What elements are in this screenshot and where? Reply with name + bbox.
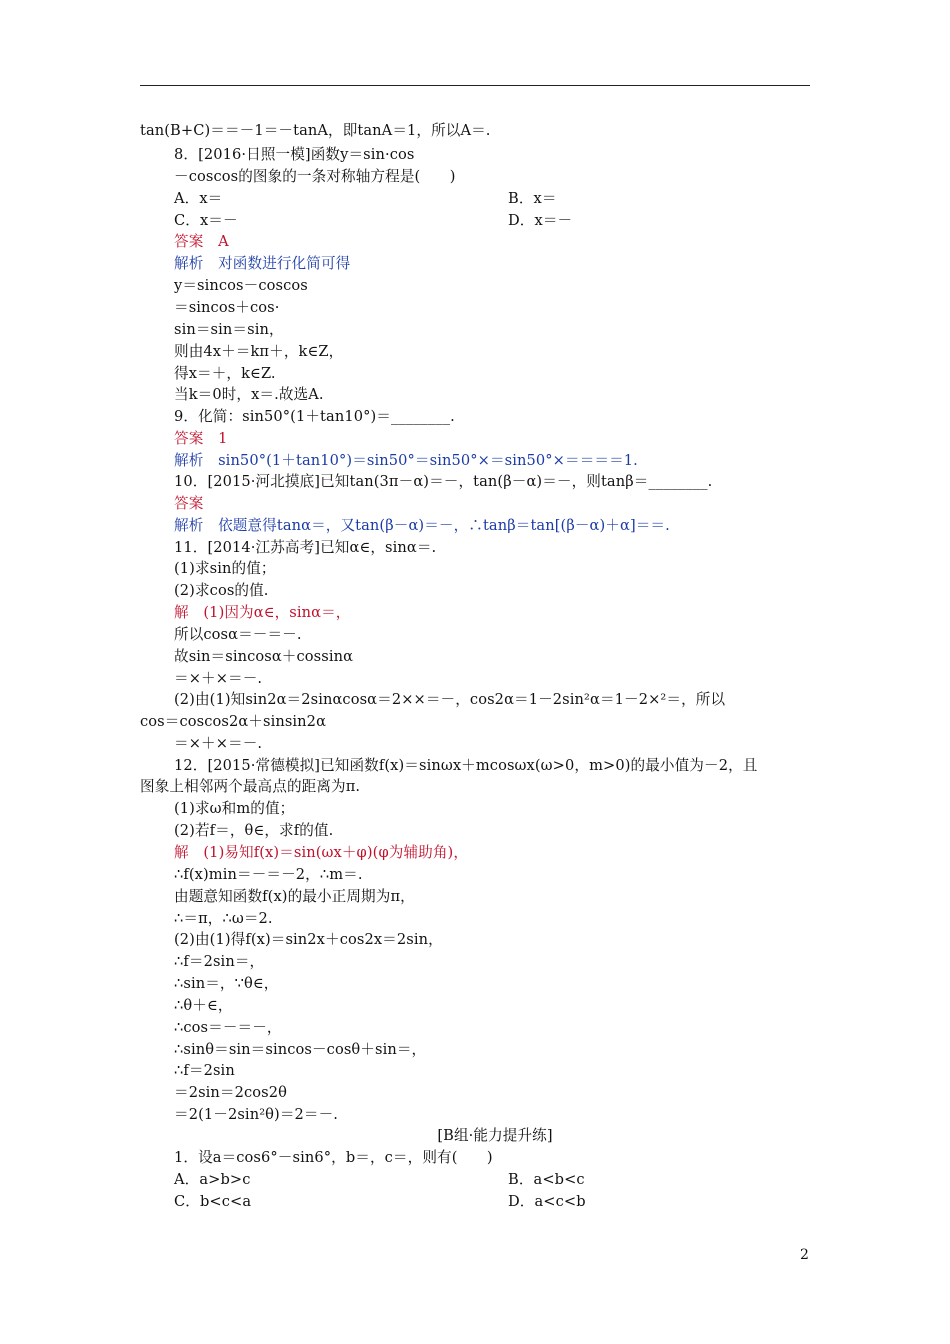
text-line: (2)若f＝，θ∈，求f的值. <box>174 822 334 839</box>
text-line: 由题意知函数f(x)的最小正周期为π， <box>174 888 415 905</box>
text-line: tan(B+C)＝＝－1＝－tanA，即tanA＝1，所以A＝. <box>140 122 491 139</box>
text-line: ＝sincos＋cos· <box>174 299 280 316</box>
option-d: D．x＝－ <box>508 212 573 229</box>
option-b: B．x＝ <box>508 190 557 207</box>
analysis-label: 解析 对函数进行化简可得 <box>174 255 351 272</box>
text-line: ∴cos＝－＝－， <box>174 1019 282 1036</box>
text-line: ∴sinθ＝sin＝sincos－cosθ＋sin＝， <box>174 1041 427 1058</box>
text-line: 图象上相邻两个最高点的距离为π. <box>140 778 361 795</box>
text-line: ＝2(1－2sin²θ)＝2＝－. <box>174 1106 339 1123</box>
header-rule <box>140 85 810 86</box>
text-line: sin＝sin＝sin， <box>174 321 284 338</box>
text-line: (1)求ω和m的值； <box>174 800 295 817</box>
answer-label: 答案 <box>174 495 204 512</box>
question-11: 11．[2014·江苏高考]已知α∈，sinα＝. <box>174 539 437 556</box>
text-line: －coscos的图象的一条对称轴方程是( ) <box>174 168 456 185</box>
text-line: (2)由(1)得f(x)＝sin2x＋cos2x＝2sin， <box>174 931 443 948</box>
question-9: 9．化简：sin50°(1＋tan10°)＝________. <box>174 408 455 425</box>
text-line: 所以cosα＝－＝－. <box>174 626 302 643</box>
question-b1: 1．设a＝cos6°－sin6°，b＝，c＝，则有( ) <box>174 1149 493 1166</box>
option-c: C．x＝－ <box>174 212 238 229</box>
text-line: ∴f＝2sin＝， <box>174 953 265 970</box>
option-d: D．a<c<b <box>508 1193 586 1210</box>
text-line: ∴f(x)min＝－＝－2，∴m＝. <box>174 866 363 883</box>
text-line: 得x＝＋，k∈Z. <box>174 365 276 382</box>
text-line: ＝2sin＝2cos2θ <box>174 1084 288 1101</box>
question-10: 10．[2015·河北摸底]已知tan(3π－α)＝－，tan(β－α)＝－，则tanβ＝________. <box>174 473 713 490</box>
option-a: A．a>b>c <box>174 1171 251 1188</box>
text-line: 当k＝0时，x＝.故选A. <box>174 386 324 403</box>
solution-label: 解 (1)因为α∈，sinα＝， <box>174 604 351 621</box>
text-line: (2)求cos的值. <box>174 582 269 599</box>
analysis-label: 解析 依题意得tanα＝，又tan(β－α)＝－，∴tanβ＝tan[(β－α)＋α]＝＝. <box>174 517 670 534</box>
text-line: (2)由(1)知sin2α＝2sinαcosα＝2××＝－，cos2α＝1－2sin²α＝1－2×²＝，所以 <box>174 691 726 708</box>
text-line: ＝×＋×＝－. <box>174 670 263 687</box>
text-line: ∴θ＋∈， <box>174 997 233 1014</box>
text-line: ＝×＋×＝－. <box>174 735 263 752</box>
text-line: ∴＝π，∴ω＝2. <box>174 910 273 927</box>
page-number: 2 <box>800 1247 809 1263</box>
text-line: y＝sincos－coscos <box>174 277 308 294</box>
answer-label: 答案 A <box>174 233 229 250</box>
question-12: 12．[2015·常德模拟]已知函数f(x)＝sinωx＋mcosωx(ω>0，m>0)的最小值为－2，且 <box>174 757 758 774</box>
question-8: 8．[2016·日照一模]函数y＝sin·cos <box>174 146 415 163</box>
text-line: 故sin＝sincosα＋cossinα <box>174 648 354 665</box>
text-line: 则由4x＋＝kπ＋，k∈Z， <box>174 343 344 360</box>
option-c: C．b<c<a <box>174 1193 252 1210</box>
solution-label: 解 (1)易知f(x)＝sin(ωx＋φ)(φ为辅助角)， <box>174 844 469 861</box>
text-line: ∴f＝2sin <box>174 1062 235 1079</box>
answer-label: 答案 1 <box>174 430 228 447</box>
text-line: (1)求sin的值； <box>174 560 276 577</box>
analysis-label: 解析 sin50°(1＋tan10°)＝sin50°＝sin50°×＝sin50°×＝＝＝＝1. <box>174 452 638 469</box>
option-b: B．a<b<c <box>508 1171 585 1188</box>
option-a: A．x＝ <box>174 190 223 207</box>
text-line: ∴sin＝，∵θ∈， <box>174 975 279 992</box>
section-heading: [B组·能力提升练] <box>437 1127 553 1144</box>
text-line: cos＝coscos2α＋sinsin2α <box>140 713 327 730</box>
